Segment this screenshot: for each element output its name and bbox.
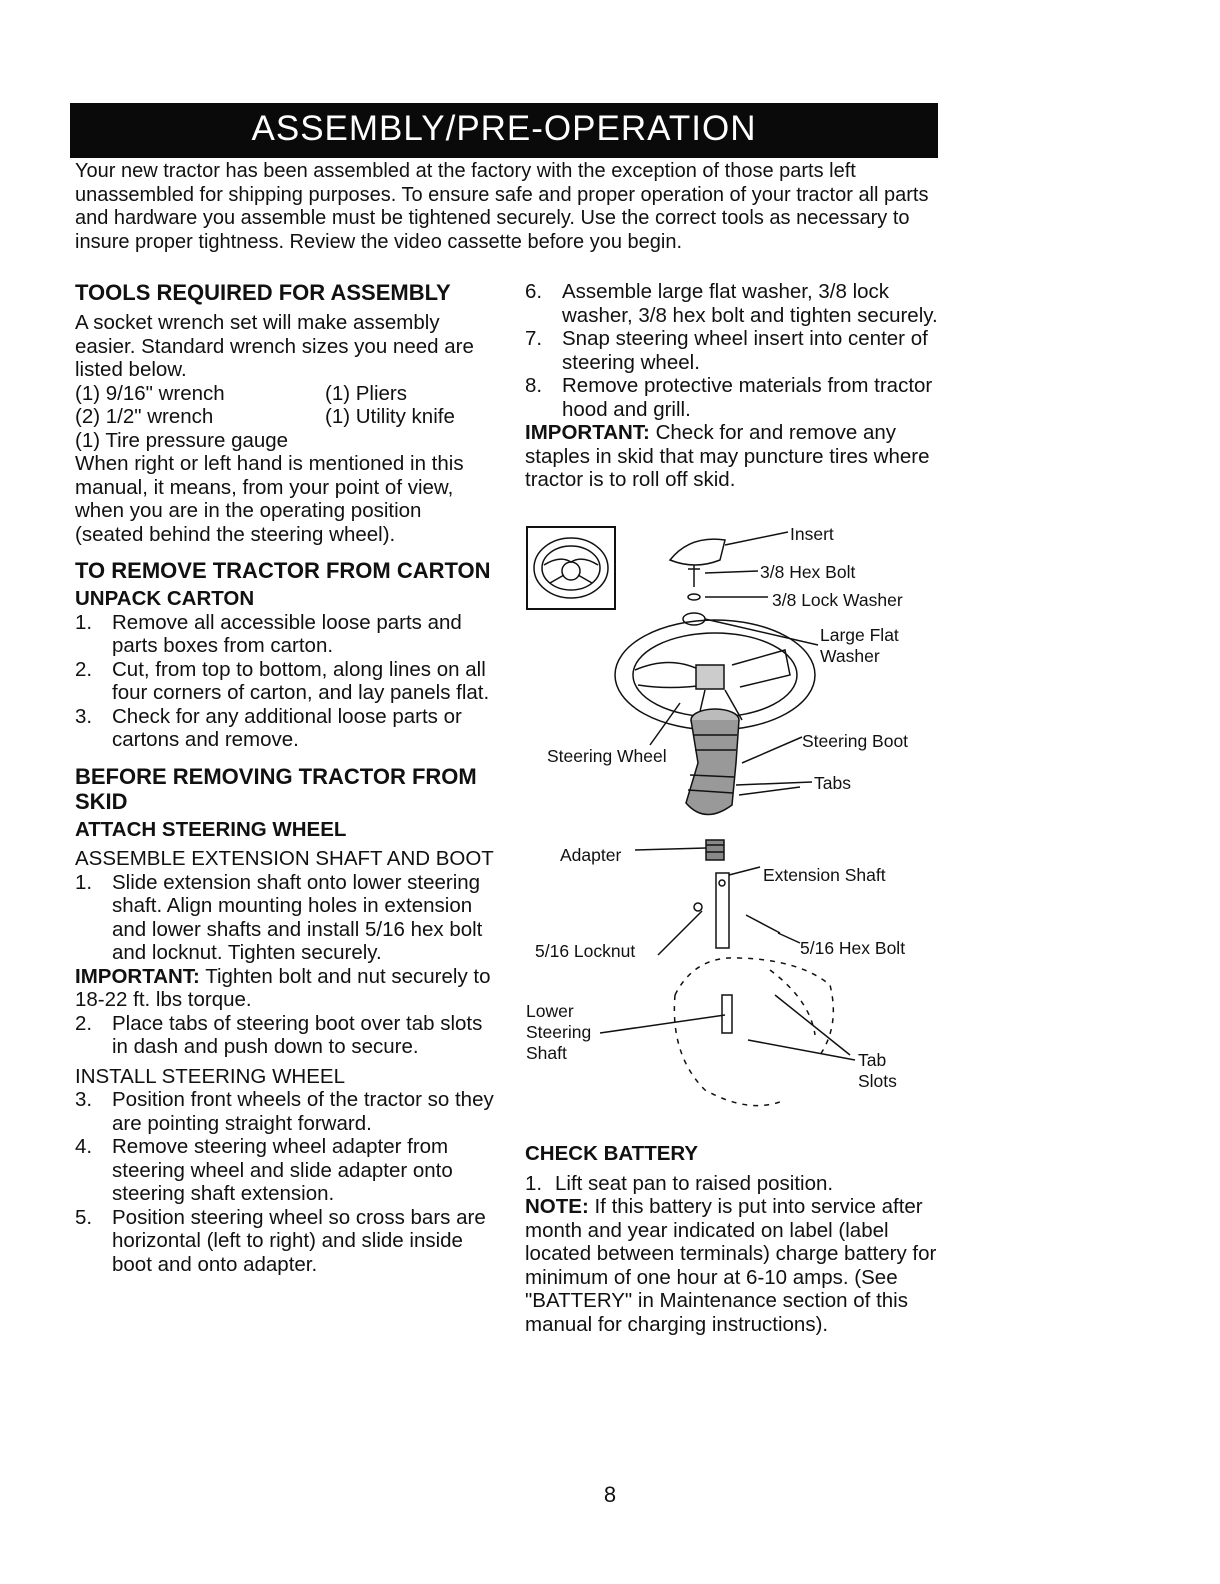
tool-item: (2) 1/2" wrench xyxy=(75,405,214,428)
list-item: 2. Place tabs of steering boot over tab slots in dash and push down to secure. xyxy=(75,1011,483,1058)
label-tabs: Tabs xyxy=(814,773,851,793)
install-steps xyxy=(75,1088,495,1276)
label-tab-slots-1: Tab xyxy=(858,1050,887,1070)
intro-paragraph: Your new tractor has been assembled at the factory with the exception of those parts left unassembled for shipping purposes. To ensure safe and proper operation of your tractor all parts and hardware you assemble must be tightened securely. Use the correct tools as necessary to insure proper tightness. Review the video cassette before you begin. xyxy=(75,160,929,253)
list-item: 1. Slide extension shaft onto lower steering shaft. Align mounting holes in extension and lower shafts and install 5/16 hex bolt and locknut. Tighten securely. xyxy=(75,870,483,964)
skid-heading: BEFORE REMOVING TRACTOR FROM SKID xyxy=(75,763,477,814)
extension-steps xyxy=(75,871,495,965)
label-hex-bolt: 3/8 Hex Bolt xyxy=(760,562,856,582)
remove-heading: TO REMOVE TRACTOR FROM CARTON xyxy=(75,558,491,583)
list-item: 7. Snap steering wheel insert into center of steering wheel. xyxy=(525,327,928,374)
page-number: 8 xyxy=(603,1482,617,1507)
list-item: 3. Check for any additional loose parts or cartons and remove. xyxy=(75,704,462,751)
section-banner xyxy=(70,103,938,158)
unpack-subheading: UNPACK CARTON xyxy=(75,587,255,610)
steering-assembly-diagram xyxy=(520,515,950,1125)
battery-note: NOTE: If this battery is put into service after month and year indicated on label (label located between terminals) charge battery for minimum of one hour at 6-10 amps. (See "BATTERY" in Maintenance section of this manual for charging instructions). xyxy=(525,1195,937,1336)
list-item: 3. Position front wheels of the tractor so they are pointing straight forward. xyxy=(75,1088,494,1135)
tool-item: (1) Pliers xyxy=(325,381,408,405)
battery-steps xyxy=(525,1172,945,1196)
tools-heading: TOOLS REQUIRED FOR ASSEMBLY xyxy=(75,280,451,305)
important-note-torque: IMPORTANT: Tighten bolt and nut securely to 18-22 ft. lbs torque. xyxy=(75,964,491,1011)
tool-item: (1) Tire pressure gauge xyxy=(75,428,289,452)
label-adapter: Adapter xyxy=(560,845,622,865)
label-extension-shaft: Extension Shaft xyxy=(763,865,886,885)
label-lower-shaft-2: Steering xyxy=(526,1022,592,1042)
label-tab-slots-2: Slots xyxy=(858,1071,897,1091)
tools-list xyxy=(75,382,495,453)
install-subheading: INSTALL STEERING WHEEL xyxy=(75,1064,345,1088)
tool-item: (1) Utility knife xyxy=(325,405,455,428)
label-lock-washer: 3/8 Lock Washer xyxy=(772,590,903,610)
label-flat-washer-1: Large Flat xyxy=(820,625,899,645)
right-column xyxy=(525,280,945,492)
tool-item: (1) 9/16" wrench xyxy=(75,381,225,405)
list-item: 1. Remove all accessible loose parts and parts boxes from carton. xyxy=(75,610,462,657)
label-steering-boot: Steering Boot xyxy=(802,731,909,751)
list-item: 6. Assemble large flat washer, 3/8 lock washer, 3/8 hex bolt and tighten securely. xyxy=(525,280,938,327)
label-lower-shaft-3: Shaft xyxy=(526,1043,567,1063)
important-note-staples: IMPORTANT: Check for and remove any staples in skid that may puncture tires where tractor is to roll off skid. xyxy=(525,421,930,491)
unpack-steps xyxy=(75,611,495,752)
section-title: ASSEMBLY/PRE-OPERATION xyxy=(251,109,757,148)
extension-subheading: ASSEMBLE EXTENSION SHAFT AND BOOT xyxy=(75,847,494,870)
label-hex-bolt-516: 5/16 Hex Bolt xyxy=(800,938,906,958)
list-item: 1. Lift seat pan to raised position. xyxy=(525,1171,834,1195)
hand-note: When right or left hand is mentioned in this manual, it means, from your point of view, when you are in the operating position (seated behind the steering wheel). xyxy=(75,452,464,546)
tools-text: A socket wrench set will make assembly easier. Standard wrench sizes you need are listed below. xyxy=(75,311,474,381)
battery-heading: CHECK BATTERY xyxy=(525,1142,699,1165)
label-insert: Insert xyxy=(790,524,834,544)
list-item: 2. Cut, from top to bottom, along lines on all four corners of carton, and lay panels flat. xyxy=(75,657,490,704)
attach-subheading: ATTACH STEERING WHEEL xyxy=(75,817,347,841)
wheel-steps xyxy=(525,280,945,421)
list-item: 8. Remove protective materials from tractor hood and grill. xyxy=(525,374,933,421)
boot-steps xyxy=(75,1012,495,1059)
left-column xyxy=(75,280,495,1276)
label-locknut: 5/16 Locknut xyxy=(535,941,636,961)
label-flat-washer-2: Washer xyxy=(820,646,880,666)
label-steering-wheel: Steering Wheel xyxy=(547,746,667,766)
list-item: 5. Position steering wheel so cross bars are horizontal (left to right) and slide inside boot and onto adapter. xyxy=(75,1205,486,1276)
label-lower-shaft-1: Lower xyxy=(526,1001,574,1021)
battery-section xyxy=(525,1142,945,1336)
list-item: 4. Remove steering wheel adapter from steering wheel and slide adapter onto steering shaft extension. xyxy=(75,1135,453,1205)
